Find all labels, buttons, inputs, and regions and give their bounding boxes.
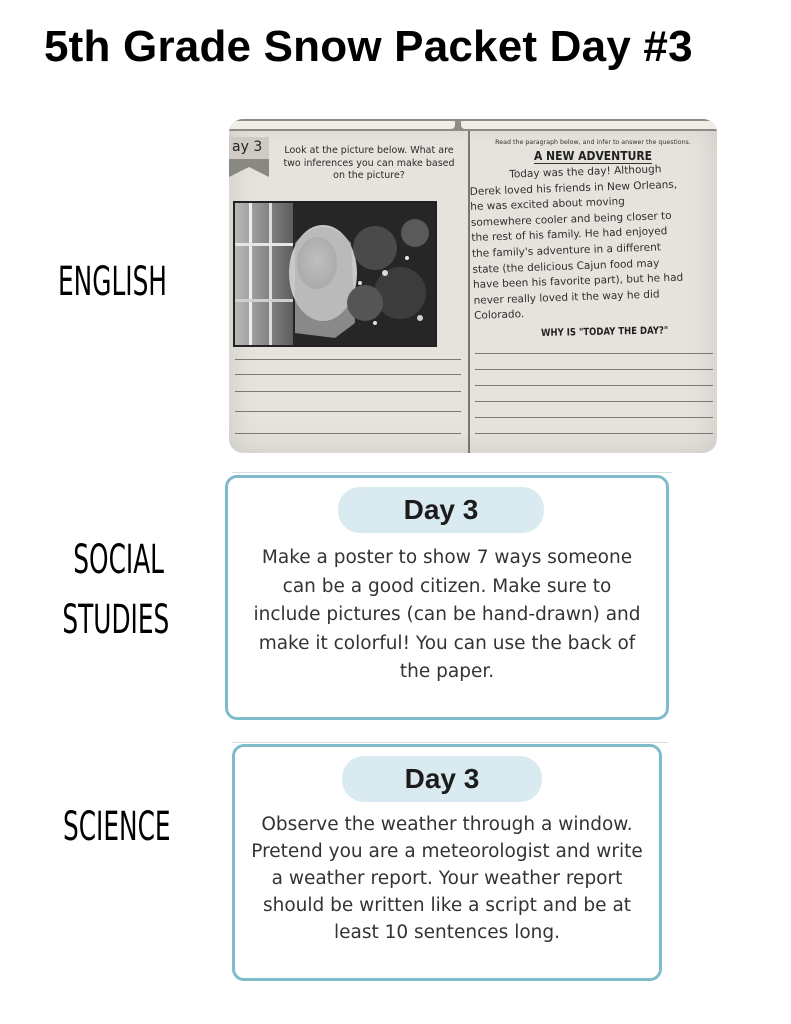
science-label-text: SCIENCE xyxy=(63,804,171,850)
worksheet-answer-line xyxy=(475,433,713,434)
worksheet-answer-line xyxy=(475,417,713,418)
worksheet-story-paragraph xyxy=(469,160,717,325)
social-studies-card xyxy=(225,475,669,720)
paragraph-line: he was excited about moving xyxy=(470,195,626,214)
worksheet-day-tag xyxy=(229,137,279,183)
section-divider xyxy=(232,472,672,473)
paragraph-line: state (the delicious Cajun food may xyxy=(472,256,660,276)
instruction-line: Make a poster to show 7 ways someone xyxy=(261,547,633,568)
instruction-line: include pictures (can be hand-drawn) and xyxy=(253,604,641,625)
paragraph-line: Today was the day! Although xyxy=(509,163,662,181)
worksheet-story-heading-text: A NEW ADVENTURE xyxy=(533,149,653,163)
paragraph-line: the rest of his family. He had enjoyed xyxy=(471,225,668,245)
worksheet-answer-line xyxy=(235,359,461,360)
social-studies-label-line-2: STUDIES xyxy=(62,597,170,643)
worksheet-answer-line xyxy=(475,353,713,354)
instruction-line: make it colorful! You can use the back of xyxy=(258,632,636,654)
worksheet-paragraph-instruction: Read the paragraph below, and infer to answer the questions. xyxy=(495,139,691,146)
paragraph-line: Derek loved his friends in New Orleans, xyxy=(469,178,678,198)
worksheet-top-edge xyxy=(229,119,717,131)
paragraph-line: the family's adventure in a different xyxy=(471,241,662,260)
instruction-line: Observe the weather through a window. xyxy=(261,814,633,835)
worksheet-girl-window-photo xyxy=(233,201,437,347)
science-day-badge: Day 3 xyxy=(342,756,542,802)
worksheet-picture-prompt: Look at the picture below. What are two inferences you can make based on the picture? xyxy=(283,145,455,181)
worksheet-answer-line xyxy=(235,374,461,375)
page-title: 5th Grade Snow Packet Day #3 xyxy=(44,22,693,71)
instruction-line: least 10 sentences long. xyxy=(333,922,561,943)
worksheet-answer-line xyxy=(235,433,461,434)
science-label xyxy=(63,797,171,857)
girl-at-window-image xyxy=(235,203,435,345)
science-instructions xyxy=(235,811,659,946)
worksheet-question: WHY IS "TODAY THE DAY?" xyxy=(541,325,669,339)
paragraph-line: Colorado. xyxy=(473,308,525,323)
worksheet-answer-line xyxy=(235,411,461,412)
instruction-line: a weather report. Your weather report xyxy=(271,868,623,889)
instruction-line: Pretend you are a meteorologist and write xyxy=(251,841,643,862)
english-label-text: ENGLISH xyxy=(58,259,167,305)
paragraph-line: never really loved it the way he did xyxy=(473,288,660,307)
instruction-line: can be a good citizen. Make sure to xyxy=(282,575,612,597)
worksheet-answer-line xyxy=(475,369,713,370)
english-label xyxy=(58,252,167,312)
worksheet-answer-line xyxy=(235,391,461,392)
worksheet-answer-line xyxy=(475,385,713,386)
social-studies-day-badge: Day 3 xyxy=(338,487,544,533)
worksheet-day-tag-text: ay 3 xyxy=(232,139,263,155)
social-studies-label xyxy=(62,530,170,650)
science-card xyxy=(232,744,662,981)
social-studies-instructions xyxy=(230,544,664,687)
section-divider xyxy=(232,742,668,743)
paragraph-line: have been his favorite part), but he had xyxy=(472,271,684,292)
english-worksheet-photo xyxy=(229,119,717,453)
instruction-line: should be written like a script and be at xyxy=(262,895,632,916)
paragraph-line: somewhere cooler and being closer to xyxy=(470,209,672,229)
instruction-line: the paper. xyxy=(399,661,495,682)
social-studies-label-line-1: SOCIAL xyxy=(73,537,164,583)
worksheet-answer-line xyxy=(475,401,713,402)
